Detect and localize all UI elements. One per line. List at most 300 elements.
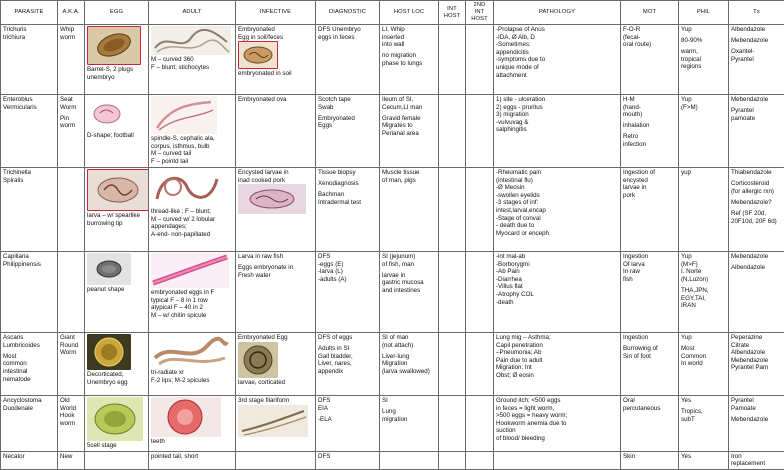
cell-adult (149, 25, 236, 95)
cell-text: Sin of foot (623, 353, 676, 361)
cell-text: Hookworm anemia due to (496, 420, 618, 428)
cell-text: Intradermal test (318, 199, 377, 207)
cell-text: teeth (151, 438, 233, 446)
cell-text: Perianal area (382, 130, 436, 138)
cell-host-loc (380, 333, 439, 396)
cell-text: Ingestion (623, 334, 676, 342)
cell-text: Duodenale (3, 405, 55, 413)
cell-text: Pyrantel (731, 397, 782, 405)
cell-host-loc (380, 396, 439, 452)
cell-text: Mebendazole (731, 37, 782, 45)
barrel-egg-image (87, 26, 141, 65)
cell-text: Enterobius (3, 96, 55, 104)
cell-text: M – curved tail (151, 150, 233, 158)
cell-text: Mebendazole (731, 357, 782, 365)
cell-egg (85, 252, 149, 333)
hookworm-egg-image (87, 397, 143, 441)
cell-pathology (494, 168, 621, 252)
cell-text: yup (681, 169, 726, 177)
cell-text: Encysted larvae in (238, 169, 313, 177)
cell-text: F-2 lips; M-2 spicules (151, 377, 233, 385)
cell-text: -swollen eyelids (496, 192, 618, 200)
cell-text: phase to lungs (382, 60, 436, 68)
hookworm-teeth-image (151, 397, 221, 437)
cell-text: common (3, 360, 55, 368)
cell-text: H-M (623, 96, 676, 104)
cell-text: (intestinal flu) (496, 177, 618, 185)
header-int-host: INT HOST (439, 1, 466, 25)
cell-adult (149, 252, 236, 333)
cell-text: Philippinensis (3, 261, 55, 269)
cell-adult (149, 333, 236, 396)
coiled-adult-image (151, 169, 223, 207)
cell-text: Most (3, 353, 55, 361)
cell-text: Worm (60, 349, 82, 357)
cell-text: larva – w/ spearlike (87, 212, 146, 220)
cell-text: inhalation (623, 122, 676, 130)
cell-text: New (60, 453, 82, 461)
cell-text: gastric mucosa (382, 279, 436, 287)
cell-text: (larva swallowed) (382, 368, 436, 376)
cell-aka (58, 451, 85, 469)
cell-text: mouth) (623, 111, 676, 119)
cell-text: Ref (SF 20d, (731, 210, 782, 218)
cell-text: -IDA, Ø Alb, D (496, 34, 618, 42)
header-tx: Tx (729, 1, 784, 25)
cell-text: Swab (318, 104, 377, 112)
cell-text: Migration (382, 360, 436, 368)
cell-parasite (1, 451, 58, 469)
cell-int-host (439, 252, 466, 333)
cell-text: percutaneous (623, 405, 676, 413)
cell-text: Oxantel- (731, 48, 782, 56)
cell-text: -symptoms due to (496, 56, 618, 64)
cell-text: embryonated eggs in F (151, 289, 233, 297)
cell-text: Gall bladder, (318, 353, 377, 361)
cell-text: M – w/ chitin spicule (151, 312, 233, 320)
cell-text: Mebendazole? (731, 199, 782, 207)
cell-text: Tropics, (681, 408, 726, 416)
corticated-larva-image (238, 342, 278, 378)
peanut-egg-image (87, 253, 131, 285)
cell-phil (679, 333, 729, 396)
cell-text: Albendazole (731, 264, 782, 272)
cell-tx (729, 451, 784, 469)
cell-pathology (494, 252, 621, 333)
cell-text: Scotch tape (318, 96, 377, 104)
cell-text: Retro (623, 133, 676, 141)
cell-text: worm (60, 122, 82, 130)
cell-host-loc (380, 252, 439, 333)
cell-text: of fish, man (382, 261, 436, 269)
cell-text: warm, (681, 48, 726, 56)
cell-text: tropical (681, 56, 726, 64)
cell-text: Muscle tissue (382, 169, 436, 177)
cell-text: -Atrophy COL (496, 291, 618, 299)
cell-text: Eggs embryonate in (238, 264, 313, 272)
cell-text: Hook (60, 412, 82, 420)
cell-text: -Prolapse of Anus (496, 26, 618, 34)
cell-text: Peperazine (731, 334, 782, 342)
cell-text: Seat (60, 96, 82, 104)
cell-text: embryonated in soil (238, 70, 313, 78)
cell-text: appendicitis (496, 49, 618, 57)
cell-text: in feces = light worm, (496, 405, 618, 413)
cell-text: intest,larval,encap (496, 207, 618, 215)
cell-text: Ancyclostoma (3, 397, 55, 405)
cell-text: Cecum,LI man (382, 104, 436, 112)
cell-mot (621, 333, 679, 396)
cell-adult (149, 95, 236, 168)
cell-text: Capil penetration (496, 342, 618, 350)
cell-text: salphingitis (496, 126, 618, 134)
cell-phil (679, 252, 729, 333)
cell-2nd-int-host (466, 95, 494, 168)
cell-text: Pamoate (731, 405, 782, 413)
cell-parasite (1, 95, 58, 168)
cell-mot (621, 396, 679, 452)
cell-pathology (494, 451, 621, 469)
cell-pathology (494, 95, 621, 168)
cell-mot (621, 25, 679, 95)
table-row (1, 252, 784, 333)
cell-diagnostic (316, 333, 380, 396)
cell-text: -int mal-ab (496, 253, 618, 261)
cell-phil (679, 25, 729, 95)
cell-host-loc (380, 95, 439, 168)
cell-text: SI (jejunum) (382, 253, 436, 261)
cell-text: -Villus flat (496, 283, 618, 291)
cell-text: DFS of eggs (318, 334, 377, 342)
cell-text: Barrel-S, 2 plugs (87, 66, 146, 74)
cell-text: Oral (623, 397, 676, 405)
cell-egg (85, 168, 149, 252)
cell-text: Trichinella (3, 169, 55, 177)
cell-text: Necator (3, 453, 55, 461)
cell-text: -vulvuvag & (496, 119, 618, 127)
cell-text: trichiura (3, 34, 55, 42)
cell-int-host (439, 451, 466, 469)
cell-text: Bachman (318, 191, 377, 199)
cell-text: Citrate (731, 342, 782, 350)
cell-text: atypical F – 40 in 2 (151, 304, 233, 312)
cell-text: M – curved 360 (151, 56, 233, 64)
cell-text: Trichuris (3, 26, 55, 34)
cell-int-host (439, 168, 466, 252)
cell-text: peanut shape (87, 286, 146, 294)
table-row (1, 168, 784, 252)
cell-diagnostic (316, 168, 380, 252)
cell-text: Pin (60, 115, 82, 123)
cell-text: Pain due to adult (496, 357, 618, 365)
cell-text: -eggs (E) (318, 261, 377, 269)
cell-text: F – blunt; stichocytes (151, 64, 233, 72)
cell-text: DFS (318, 453, 377, 461)
cell-text: -Stage of conval (496, 215, 618, 223)
cell-text: Yup (681, 26, 726, 34)
cell-text: 5cell stage (87, 442, 146, 450)
cell-text: LI, Whip (382, 26, 436, 34)
cell-tx (729, 252, 784, 333)
cell-text: 20F10d, 20F 6d) (731, 218, 782, 226)
cell-text: worm (60, 420, 82, 428)
cell-text: Old (60, 397, 82, 405)
capillaria-adult-image (151, 253, 229, 288)
cell-text: Corticosteroid (731, 180, 782, 188)
cell-text: encysted (623, 177, 676, 185)
cell-text: Embryonated Egg (238, 334, 313, 342)
cell-text: Yup (681, 96, 726, 104)
header-aka: A.K.A. (58, 1, 85, 25)
cell-aka (58, 252, 85, 333)
cell-text: inad cooked pork (238, 177, 313, 185)
larva-spearlike-image (87, 169, 149, 211)
cell-text: Burrowing of (623, 345, 676, 353)
cell-text: Embryonated (238, 26, 313, 34)
cell-parasite (1, 168, 58, 252)
cell-text: Albendazole (731, 349, 782, 357)
cell-2nd-int-host (466, 333, 494, 396)
cell-text: (M>F) (681, 261, 726, 269)
cell-mot (621, 252, 679, 333)
d-shape-egg-image (87, 96, 127, 131)
cell-text: -adults (A) (318, 276, 377, 284)
cell-text: migration (382, 416, 436, 424)
cell-text: Ingestion of (623, 169, 676, 177)
table-row (1, 451, 784, 469)
cell-text: unique mode of (496, 64, 618, 72)
cell-text: Ascaris (3, 334, 55, 342)
cell-text: of blood/ bleeding (496, 435, 618, 443)
cell-text: -Ab Pain (496, 268, 618, 276)
cell-text: Embryonated ova (238, 96, 313, 104)
cell-text: regions (681, 63, 726, 71)
cell-text: Tissue biopsy (318, 169, 377, 177)
cell-2nd-int-host (466, 168, 494, 252)
cell-aka (58, 95, 85, 168)
cell-text: Gravid female (382, 115, 436, 123)
cell-text: of man, pigs (382, 177, 436, 185)
cell-aka (58, 396, 85, 452)
cell-text: fish (623, 276, 676, 284)
cell-text: –Pneumonia; Ab (496, 349, 618, 357)
cell-phil (679, 168, 729, 252)
header-diagnostic: DIAGNOSTIC (316, 1, 380, 25)
cell-text: pointed tail, short (151, 453, 233, 461)
cell-text: 80-90% (681, 37, 726, 45)
cell-text: intestinal (3, 368, 55, 376)
cell-text: typical F – 8 in 1 row (151, 297, 233, 305)
cell-text: In world (681, 360, 726, 368)
cell-diagnostic (316, 396, 380, 452)
cell-text: >500 eggs = heavy worm; (496, 412, 618, 420)
cell-text: THA,JPN, (681, 287, 726, 295)
cell-text: into wall (382, 41, 436, 49)
cell-text: pork (623, 192, 676, 200)
cell-text: -ELA (318, 416, 377, 424)
cell-text: Migrates to (382, 122, 436, 130)
cell-text: SI (382, 397, 436, 405)
cell-text: thread-like ; F – blunt; (151, 208, 233, 216)
cell-phil (679, 451, 729, 469)
cell-tx (729, 333, 784, 396)
cell-text: 2) eggs - pruritus (496, 104, 618, 112)
cell-text: pamoate (731, 115, 782, 123)
whipworm-adult-image (151, 26, 231, 55)
cell-text: Spiralis (3, 177, 55, 185)
cell-text: F – pointd tail (151, 158, 233, 166)
cell-text: appendages; (151, 223, 233, 231)
cell-text: SI of man (382, 334, 436, 342)
cell-text: DFS (318, 397, 377, 405)
header-row (1, 1, 784, 25)
cell-text: Yes (681, 397, 726, 405)
filariform-larva-image (238, 405, 308, 437)
cell-text: Yup (681, 334, 726, 342)
cell-text: DFS Unembryo (318, 26, 377, 34)
cell-text: M – curved w/ 2 lobular (151, 216, 233, 224)
cell-text: Iron (731, 453, 782, 461)
cell-tx (729, 168, 784, 252)
cell-text: I. Norte (681, 268, 726, 276)
cell-text: Vermicularis (3, 104, 55, 112)
cell-text: Obst; Ø eosin (496, 372, 618, 380)
header-phil: PHIL (679, 1, 729, 25)
cell-mot (621, 451, 679, 469)
cell-pathology (494, 333, 621, 396)
table-row (1, 396, 784, 452)
header-parasite: PARASITE (1, 1, 58, 25)
cell-egg (85, 451, 149, 469)
cell-infective (236, 95, 316, 168)
cell-tx (729, 95, 784, 168)
cell-text: -Diarrhea (496, 276, 618, 284)
cell-text: Ground itch; <500 eggs (496, 397, 618, 405)
cell-int-host (439, 396, 466, 452)
cell-infective (236, 451, 316, 469)
cell-text: unembryo (87, 74, 146, 82)
cell-aka (58, 333, 85, 396)
cell-text: attachment (496, 72, 618, 80)
cell-text: Lung mig – Asthma; (496, 334, 618, 342)
cell-text: suction (496, 427, 618, 435)
header-2nd-int-host: 2ND INT HOST (466, 1, 494, 25)
cell-text: (fecal- (623, 34, 676, 42)
cell-text: infection (623, 141, 676, 149)
cell-phil (679, 396, 729, 452)
cell-text: (F>M) (681, 104, 726, 112)
cell-text: Round (60, 342, 82, 350)
cell-text: -larva (L) (318, 268, 377, 276)
cell-host-loc (380, 25, 439, 95)
cell-text: -Sometimes: (496, 41, 618, 49)
cell-diagnostic (316, 252, 380, 333)
cell-pathology (494, 25, 621, 95)
cell-text: -Ø Meosin (496, 184, 618, 192)
cell-text: Pyrantel (731, 56, 782, 64)
cell-text: Migration; Int (496, 364, 618, 372)
cell-text: (not attach) (382, 342, 436, 350)
cell-text: EIA (318, 405, 377, 413)
cell-text: Myocard or enceph (496, 230, 618, 238)
cell-text: worm (60, 34, 82, 42)
cell-text: Fresh water (238, 272, 313, 280)
cell-text: F-O-R (623, 26, 676, 34)
cell-tx (729, 396, 784, 452)
cell-text: Ileum of SI, (382, 96, 436, 104)
cell-text: Mebendazole (731, 253, 782, 261)
cell-text: Pyrantel Pam (731, 364, 782, 372)
cell-adult (149, 451, 236, 469)
cell-text: DFS (318, 253, 377, 261)
cell-text: appendix (318, 368, 377, 376)
cell-text: Liver-lung (382, 353, 436, 361)
cell-mot (621, 95, 679, 168)
cell-text: Pyrantel (731, 107, 782, 115)
embryonated-egg-image (238, 41, 278, 69)
cell-aka (58, 25, 85, 95)
cell-text: -Borborygmi (496, 261, 618, 269)
cell-text: Xenodiagnosis (318, 180, 377, 188)
cell-phil (679, 95, 729, 168)
cell-2nd-int-host (466, 252, 494, 333)
cell-text: IRAN (681, 302, 726, 310)
header-adult: ADULT (149, 1, 236, 25)
cell-2nd-int-host (466, 451, 494, 469)
cell-adult (149, 168, 236, 252)
cell-text: Albendazole (731, 26, 782, 34)
cell-text: In raw (623, 268, 676, 276)
cell-host-loc (380, 451, 439, 469)
cell-text: spindle-S, cephalic ala, (151, 135, 233, 143)
cell-text: 1) site - ulceration (496, 96, 618, 104)
cell-parasite (1, 252, 58, 333)
encysted-larva-image (238, 184, 306, 214)
cell-infective (236, 333, 316, 396)
cell-2nd-int-host (466, 25, 494, 95)
cell-adult (149, 396, 236, 452)
cell-text: -death (496, 299, 618, 307)
cell-text: Common (681, 353, 726, 361)
cell-text: Yup (681, 253, 726, 261)
cell-mot (621, 168, 679, 252)
cell-text: inserted (382, 34, 436, 42)
header-egg: EGG (85, 1, 149, 25)
cell-text: corpus, isthmus, bulb (151, 143, 233, 151)
cell-diagnostic (316, 25, 380, 95)
header-mot: MOT (621, 1, 679, 25)
cell-text: Lumbricoides (3, 342, 55, 350)
cell-infective (236, 252, 316, 333)
cell-text: Capillaria (3, 253, 55, 261)
cell-text: subT (681, 416, 726, 424)
pinworm-adult-image (151, 96, 217, 134)
cell-text: Worm (60, 104, 82, 112)
cell-text: Decorticated, (87, 371, 146, 379)
cell-parasite (1, 333, 58, 396)
cell-text: A-end- non-papillated (151, 231, 233, 239)
cell-tx (729, 25, 784, 95)
cell-text: larvae in (382, 272, 436, 280)
cell-text: oral route) (623, 41, 676, 49)
cell-text: Whip (60, 26, 82, 34)
cell-text: replacement (731, 460, 782, 468)
cell-text: Unembryo egg (87, 379, 146, 387)
cell-text: larvae in (623, 184, 676, 192)
cell-text: Liver, nares, (318, 360, 377, 368)
cell-text: Thiabendazole (731, 169, 782, 177)
cell-egg (85, 95, 149, 168)
